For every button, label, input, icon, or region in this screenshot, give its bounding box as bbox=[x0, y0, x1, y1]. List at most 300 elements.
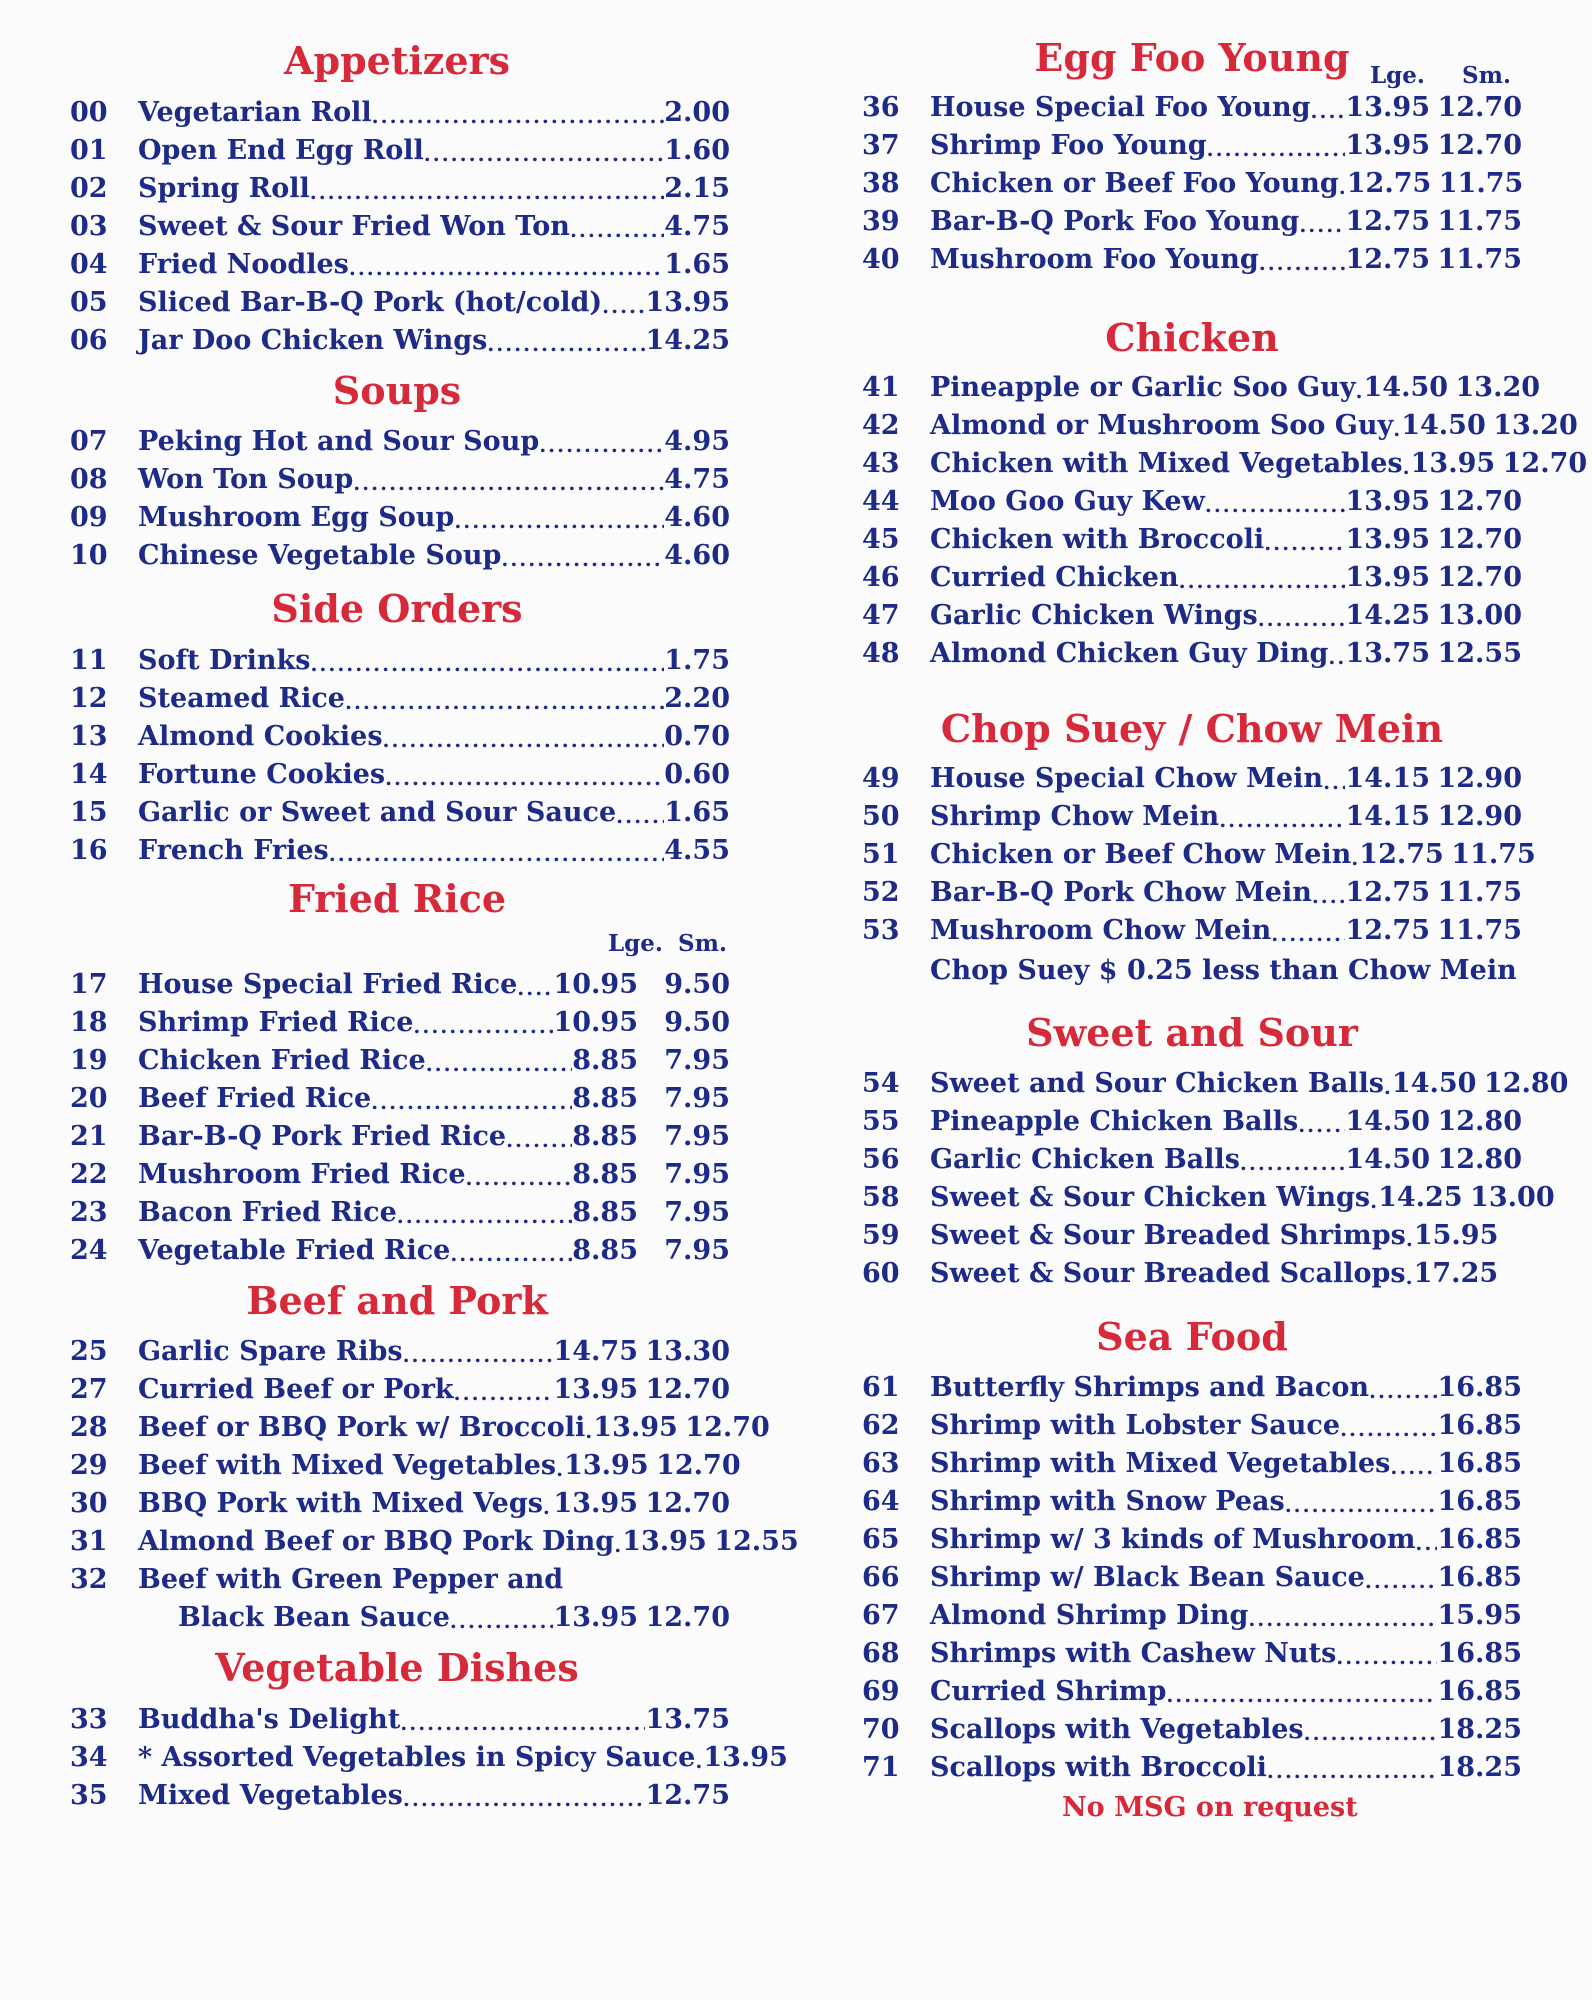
item-name: Sweet & Sour Breaded Shrimps bbox=[930, 1220, 1406, 1251]
item-number: 18 bbox=[70, 1007, 108, 1038]
item-name: Butterfly Shrimps and Bacon bbox=[930, 1372, 1369, 1403]
menu-item bbox=[862, 1370, 1522, 1406]
menu-item bbox=[70, 833, 730, 869]
item-name: Almond Cookies bbox=[138, 721, 383, 752]
menu-item bbox=[70, 1043, 730, 1079]
item-number: 50 bbox=[862, 801, 900, 832]
item-name: Almond Beef or BBQ Pork Ding bbox=[138, 1526, 615, 1557]
menu-item bbox=[70, 1081, 730, 1117]
item-name: Almond Chicken Guy Ding bbox=[930, 638, 1329, 669]
price-large: 13.95 bbox=[1345, 562, 1430, 593]
dot-leader bbox=[506, 1125, 572, 1155]
item-name: Bar-B-Q Pork Chow Mein bbox=[930, 877, 1312, 908]
price-large: 4.75 bbox=[664, 211, 730, 242]
menu-item bbox=[70, 1410, 770, 1446]
menu-item bbox=[70, 719, 730, 755]
price-large: 13.95 bbox=[645, 287, 730, 318]
item-number: 19 bbox=[70, 1045, 108, 1076]
item-number: 30 bbox=[70, 1488, 108, 1519]
dot-leader bbox=[1393, 414, 1401, 444]
item-number: 70 bbox=[862, 1714, 900, 1745]
price-small: 13.30 bbox=[645, 1336, 730, 1367]
item-number: 69 bbox=[862, 1676, 900, 1707]
item-name: Mushroom Foo Young bbox=[930, 244, 1259, 275]
item-name: Chinese Vegetable Soup bbox=[138, 540, 502, 571]
price-small: 12.70 bbox=[1437, 524, 1522, 555]
item-name: Steamed Rice bbox=[138, 683, 345, 714]
dot-leader bbox=[450, 1239, 572, 1269]
item-name: Soft Drinks bbox=[138, 645, 311, 676]
item-number: 46 bbox=[862, 562, 900, 593]
menu-item bbox=[70, 285, 730, 321]
item-name: Fried Noodles bbox=[138, 249, 349, 280]
dot-leader bbox=[1323, 767, 1345, 797]
menu-item bbox=[862, 204, 1522, 240]
price-small: 12.70 bbox=[645, 1602, 730, 1633]
price-small: 12.90 bbox=[1437, 801, 1522, 832]
menu-item bbox=[862, 1636, 1522, 1672]
price-large: 10.95 bbox=[553, 1007, 638, 1038]
price-large: 8.85 bbox=[572, 1045, 638, 1076]
item-number: 12 bbox=[70, 683, 108, 714]
price-large: 14.50 bbox=[1391, 1068, 1477, 1099]
menu-item bbox=[862, 242, 1522, 278]
item-number: 39 bbox=[862, 206, 900, 237]
menu-item bbox=[862, 1446, 1522, 1482]
dot-leader bbox=[1267, 1756, 1438, 1786]
price-large: 8.85 bbox=[572, 1121, 638, 1152]
dot-leader bbox=[1179, 566, 1346, 596]
dot-leader bbox=[570, 215, 664, 245]
item-number: 16 bbox=[70, 835, 108, 866]
item-name: Fortune Cookies bbox=[138, 759, 386, 790]
item-number: 08 bbox=[70, 464, 108, 495]
price-large: 12.75 bbox=[1359, 839, 1444, 870]
price-small: 7.95 bbox=[664, 1121, 730, 1152]
item-name: Shrimps with Cashew Nuts bbox=[930, 1638, 1337, 1669]
menu-item bbox=[70, 1195, 730, 1231]
menu-item bbox=[862, 1180, 1555, 1216]
item-number: 07 bbox=[70, 426, 108, 457]
price-small: 12.70 bbox=[685, 1412, 770, 1443]
item-name: Shrimp with Mixed Vegetables bbox=[930, 1448, 1391, 1479]
dot-leader bbox=[1356, 376, 1364, 406]
price-large: 8.85 bbox=[572, 1083, 638, 1114]
item-number: 60 bbox=[862, 1258, 900, 1289]
price-large: 13.95 bbox=[1345, 524, 1430, 555]
dot-leader bbox=[1369, 1376, 1437, 1406]
price-large: 12.75 bbox=[1346, 168, 1432, 199]
dot-leader bbox=[426, 1049, 573, 1079]
section-title-soups: Soups bbox=[332, 368, 462, 413]
price-large: 2.00 bbox=[664, 97, 730, 128]
chop-suey-note: Chop Suey $ 0.25 less than Chow Mein bbox=[930, 955, 1517, 986]
dot-leader bbox=[1339, 172, 1347, 202]
item-number: 56 bbox=[862, 1144, 900, 1175]
price-small: 12.70 bbox=[645, 1374, 730, 1405]
price-large: 2.15 bbox=[664, 173, 730, 204]
size-header-small: Sm. bbox=[1462, 62, 1511, 89]
menu-item bbox=[70, 757, 730, 793]
price-large: 8.85 bbox=[572, 1197, 638, 1228]
price-large: 4.75 bbox=[664, 464, 730, 495]
price-large: 1.65 bbox=[664, 797, 730, 828]
price-small: 11.75 bbox=[1437, 244, 1522, 275]
item-number: 35 bbox=[70, 1780, 108, 1811]
menu-item bbox=[70, 95, 730, 131]
menu-item bbox=[862, 1256, 1522, 1292]
item-name: French Fries bbox=[138, 835, 329, 866]
item-name: Beef with Mixed Vegetables bbox=[138, 1450, 557, 1481]
dot-leader bbox=[1415, 1528, 1437, 1558]
dot-leader bbox=[466, 1163, 573, 1193]
price-large: 8.85 bbox=[572, 1159, 638, 1190]
item-number: 55 bbox=[862, 1106, 900, 1137]
dot-leader bbox=[1264, 528, 1345, 558]
dot-leader bbox=[1166, 1680, 1437, 1710]
item-name: Garlic or Sweet and Sour Sauce bbox=[138, 797, 617, 828]
item-name: Shrimp with Lobster Sauce bbox=[930, 1410, 1341, 1441]
dot-leader bbox=[1304, 1718, 1438, 1748]
price-large: 13.95 bbox=[1345, 486, 1430, 517]
dot-leader bbox=[329, 839, 664, 869]
menu-item bbox=[70, 323, 730, 359]
price-large: 12.75 bbox=[1345, 244, 1430, 275]
section-title-appetizers: Appetizers bbox=[284, 38, 510, 83]
price-small: 11.75 bbox=[1437, 206, 1522, 237]
item-name: Mixed Vegetables bbox=[138, 1780, 403, 1811]
item-number: 23 bbox=[70, 1197, 108, 1228]
dot-leader bbox=[1365, 1566, 1438, 1596]
dot-leader bbox=[400, 1708, 645, 1738]
dot-leader bbox=[616, 801, 664, 831]
menu-item bbox=[862, 636, 1522, 672]
menu-item bbox=[70, 1448, 741, 1484]
price-large: 18.25 bbox=[1437, 1714, 1522, 1745]
item-name: Garlic Chicken Wings bbox=[930, 600, 1258, 631]
menu-item bbox=[862, 166, 1522, 202]
dot-leader bbox=[585, 1416, 593, 1446]
menu-item bbox=[70, 1600, 730, 1636]
menu-item bbox=[70, 795, 730, 831]
price-small: 12.55 bbox=[1437, 638, 1522, 669]
dot-leader bbox=[1299, 210, 1345, 240]
dot-leader bbox=[403, 1784, 646, 1814]
item-name: House Special Foo Young bbox=[930, 92, 1311, 123]
item-number: 49 bbox=[862, 763, 900, 794]
price-large: 13.75 bbox=[645, 1704, 730, 1735]
item-number: 37 bbox=[862, 130, 900, 161]
price-small: 7.95 bbox=[664, 1159, 730, 1190]
item-number: 21 bbox=[70, 1121, 108, 1152]
item-name: Bacon Fried Rice bbox=[138, 1197, 397, 1228]
menu-item bbox=[70, 1524, 799, 1560]
item-number: 41 bbox=[862, 372, 900, 403]
price-large: 0.70 bbox=[664, 721, 730, 752]
menu-item bbox=[862, 1484, 1522, 1520]
menu-item bbox=[70, 171, 730, 207]
dot-leader bbox=[1328, 642, 1345, 672]
price-small: 12.70 bbox=[1437, 562, 1522, 593]
menu-item bbox=[70, 1372, 730, 1408]
menu-item bbox=[862, 1598, 1522, 1634]
item-number: 25 bbox=[70, 1336, 108, 1367]
item-name: Chicken with Broccoli bbox=[930, 524, 1265, 555]
dot-leader bbox=[1207, 134, 1346, 164]
price-large: 12.75 bbox=[1345, 206, 1430, 237]
menu-item bbox=[70, 247, 730, 283]
item-number: 68 bbox=[862, 1638, 900, 1669]
price-large: 12.75 bbox=[645, 1780, 730, 1811]
item-name: House Special Chow Mein bbox=[930, 763, 1324, 794]
price-large: 2.20 bbox=[664, 683, 730, 714]
item-number: 51 bbox=[862, 839, 900, 870]
menu-item bbox=[862, 408, 1578, 444]
price-small: 7.95 bbox=[664, 1235, 730, 1266]
dot-leader bbox=[1384, 1072, 1392, 1102]
item-name: * Assorted Vegetables in Spicy Sauce bbox=[138, 1742, 696, 1773]
menu-item bbox=[70, 1005, 730, 1041]
item-name: Almond or Mushroom Soo Guy bbox=[930, 410, 1394, 441]
item-name: Sweet & Sour Chicken Wings bbox=[930, 1182, 1371, 1213]
item-number: 00 bbox=[70, 97, 108, 128]
section-title-side-orders: Side Orders bbox=[271, 586, 523, 631]
menu-item bbox=[862, 90, 1522, 126]
item-name: House Special Fried Rice bbox=[138, 969, 518, 1000]
item-number: 27 bbox=[70, 1374, 108, 1405]
menu-item bbox=[70, 500, 730, 536]
price-large: 17.25 bbox=[1413, 1258, 1499, 1289]
item-name: Garlic Spare Ribs bbox=[138, 1336, 403, 1367]
size-header-small: Sm. bbox=[678, 930, 727, 957]
dot-leader bbox=[1370, 1186, 1378, 1216]
menu-item bbox=[70, 681, 730, 717]
dot-leader bbox=[454, 1378, 554, 1408]
price-large: 14.50 bbox=[1345, 1106, 1430, 1137]
price-small: 9.50 bbox=[664, 969, 730, 1000]
menu-item bbox=[862, 837, 1536, 873]
item-number: 34 bbox=[70, 1742, 108, 1773]
item-name: Beef with Green Pepper and bbox=[138, 1564, 564, 1595]
section-title-fried-rice: Fried Rice bbox=[287, 876, 507, 921]
menu-item bbox=[862, 370, 1541, 406]
item-name: BBQ Pork with Mixed Vegs bbox=[138, 1488, 543, 1519]
price-small: 12.70 bbox=[656, 1450, 741, 1481]
dot-leader bbox=[1285, 1490, 1438, 1520]
item-number: 48 bbox=[862, 638, 900, 669]
item-name: Shrimp with Snow Peas bbox=[930, 1486, 1285, 1517]
item-number: 63 bbox=[862, 1448, 900, 1479]
price-small: 12.80 bbox=[1483, 1068, 1569, 1099]
section-title-beef-and-pork: Beef and Pork bbox=[246, 1278, 548, 1323]
dot-leader bbox=[1406, 1262, 1414, 1292]
price-large: 4.95 bbox=[664, 426, 730, 457]
price-large: 13.95 bbox=[1345, 92, 1430, 123]
price-large: 4.60 bbox=[664, 540, 730, 571]
price-large: 14.75 bbox=[553, 1336, 638, 1367]
dot-leader bbox=[1390, 1452, 1437, 1482]
dot-leader bbox=[1271, 919, 1345, 949]
dot-leader bbox=[403, 1340, 554, 1370]
price-large: 13.95 bbox=[564, 1450, 649, 1481]
dot-leader bbox=[1219, 805, 1345, 835]
dot-leader bbox=[310, 177, 665, 207]
item-name: Vegetarian Roll bbox=[138, 97, 372, 128]
price-large: 13.95 bbox=[553, 1488, 638, 1519]
size-header-large: Lge. bbox=[1370, 62, 1425, 89]
menu-item bbox=[70, 1486, 730, 1522]
item-name: Buddha's Delight bbox=[138, 1704, 401, 1735]
price-large: 13.95 bbox=[553, 1374, 638, 1405]
price-small: 11.75 bbox=[1437, 915, 1522, 946]
item-name: Sweet and Sour Chicken Balls bbox=[930, 1068, 1384, 1099]
price-large: 12.75 bbox=[1345, 915, 1430, 946]
dot-leader bbox=[539, 430, 664, 460]
menu-item bbox=[862, 1218, 1522, 1254]
item-number: 22 bbox=[70, 1159, 108, 1190]
section-title-chicken: Chicken bbox=[1105, 315, 1279, 360]
item-number: 44 bbox=[862, 486, 900, 517]
price-large: 15.95 bbox=[1437, 1600, 1522, 1631]
dot-leader bbox=[349, 253, 664, 283]
menu-item bbox=[70, 538, 730, 574]
item-number: 43 bbox=[862, 448, 900, 479]
price-large: 16.85 bbox=[1437, 1448, 1522, 1479]
item-name: Garlic Chicken Balls bbox=[930, 1144, 1240, 1175]
price-small: 12.80 bbox=[1437, 1144, 1522, 1175]
dot-leader bbox=[413, 1011, 553, 1041]
item-number: 40 bbox=[862, 244, 900, 275]
item-number: 66 bbox=[862, 1562, 900, 1593]
price-small: 11.75 bbox=[1438, 168, 1524, 199]
item-number: 47 bbox=[862, 600, 900, 631]
menu-item bbox=[70, 643, 730, 679]
item-number: 14 bbox=[70, 759, 108, 790]
item-number: 65 bbox=[862, 1524, 900, 1555]
price-small: 12.90 bbox=[1437, 763, 1522, 794]
dot-leader bbox=[371, 1087, 572, 1117]
price-small: 13.20 bbox=[1455, 372, 1541, 403]
dot-leader bbox=[397, 1201, 572, 1231]
price-large: 16.85 bbox=[1437, 1638, 1522, 1669]
section-title-vegetable-dishes: Vegetable Dishes bbox=[215, 1645, 579, 1690]
item-name: Peking Hot and Sour Soup bbox=[138, 426, 540, 457]
menu-item bbox=[862, 128, 1522, 164]
item-number: 52 bbox=[862, 877, 900, 908]
price-large: 18.25 bbox=[1437, 1752, 1522, 1783]
item-name: Sweet & Sour Fried Won Ton bbox=[138, 211, 570, 242]
menu-item bbox=[70, 1119, 730, 1155]
dot-leader bbox=[372, 101, 665, 131]
price-large: 1.75 bbox=[664, 645, 730, 676]
menu-item bbox=[862, 1560, 1522, 1596]
price-small: 13.00 bbox=[1437, 600, 1522, 631]
menu-item bbox=[70, 967, 730, 1003]
price-large: 13.95 bbox=[703, 1742, 788, 1773]
price-large: 14.15 bbox=[1345, 763, 1430, 794]
price-large: 15.95 bbox=[1413, 1220, 1499, 1251]
item-name: Shrimp Fried Rice bbox=[138, 1007, 414, 1038]
menu-item bbox=[862, 1066, 1569, 1102]
menu-item bbox=[70, 1157, 730, 1193]
item-number: 11 bbox=[70, 645, 108, 676]
menu-item bbox=[70, 133, 730, 169]
dot-leader bbox=[454, 506, 664, 536]
price-large: 12.75 bbox=[1345, 877, 1430, 908]
dot-leader bbox=[543, 1492, 554, 1522]
price-large: 16.85 bbox=[1437, 1562, 1522, 1593]
item-name: Scallops with Vegetables bbox=[930, 1714, 1304, 1745]
item-name: Pineapple or Garlic Soo Guy bbox=[930, 372, 1356, 403]
menu-item bbox=[862, 1142, 1522, 1178]
item-number: 67 bbox=[862, 1600, 900, 1631]
item-name: Bar-B-Q Pork Fried Rice bbox=[138, 1121, 507, 1152]
dot-leader bbox=[517, 973, 553, 1003]
dot-leader bbox=[385, 763, 664, 793]
dot-leader bbox=[556, 1454, 564, 1484]
item-name: Mushroom Fried Rice bbox=[138, 1159, 466, 1190]
item-number: 53 bbox=[862, 915, 900, 946]
dot-leader bbox=[345, 687, 664, 717]
item-number: 24 bbox=[70, 1235, 108, 1266]
price-large: 4.60 bbox=[664, 502, 730, 533]
price-large: 4.55 bbox=[664, 835, 730, 866]
menu-item bbox=[70, 1562, 730, 1598]
section-title-sweet-and-sour: Sweet and Sour bbox=[1026, 1010, 1358, 1055]
price-large: 1.65 bbox=[664, 249, 730, 280]
price-large: 14.50 bbox=[1401, 410, 1486, 441]
dot-leader bbox=[1403, 452, 1411, 482]
price-large: 0.60 bbox=[664, 759, 730, 790]
item-name: Shrimp Foo Young bbox=[930, 130, 1207, 161]
item-number: 31 bbox=[70, 1526, 108, 1557]
menu-item bbox=[862, 560, 1522, 596]
price-large: 13.95 bbox=[622, 1526, 707, 1557]
price-large: 14.15 bbox=[1345, 801, 1430, 832]
dot-leader bbox=[695, 1746, 703, 1776]
item-number: 36 bbox=[862, 92, 900, 123]
item-name: Sweet & Sour Breaded Scallops bbox=[930, 1258, 1406, 1289]
item-number: 38 bbox=[862, 168, 900, 199]
item-name: Chicken or Beef Foo Young bbox=[930, 168, 1339, 199]
menu-item bbox=[70, 462, 730, 498]
item-name: Jar Doo Chicken Wings bbox=[138, 325, 488, 356]
item-name: Bar-B-Q Pork Foo Young bbox=[930, 206, 1300, 237]
item-name: Mushroom Chow Mein bbox=[930, 915, 1272, 946]
item-name: Shrimp Chow Mein bbox=[930, 801, 1220, 832]
price-large: 16.85 bbox=[1437, 1410, 1522, 1441]
price-small: 12.70 bbox=[1437, 92, 1522, 123]
price-small: 7.95 bbox=[664, 1197, 730, 1228]
item-name: Curried Shrimp bbox=[930, 1676, 1167, 1707]
dot-leader bbox=[1248, 1604, 1437, 1634]
menu-item bbox=[862, 1104, 1522, 1140]
item-number: 42 bbox=[862, 410, 900, 441]
item-name: Sliced Bar-B-Q Pork (hot/cold) bbox=[138, 287, 603, 318]
item-name: Shrimp w/ 3 kinds of Mushroom bbox=[930, 1524, 1416, 1555]
item-name: Chicken with Mixed Vegetables bbox=[930, 448, 1403, 479]
item-number: 29 bbox=[70, 1450, 108, 1481]
item-number: 61 bbox=[862, 1372, 900, 1403]
dot-leader bbox=[424, 139, 664, 169]
item-number: 33 bbox=[70, 1704, 108, 1735]
item-number: 03 bbox=[70, 211, 108, 242]
item-number: 09 bbox=[70, 502, 108, 533]
item-name: Curried Chicken bbox=[930, 562, 1179, 593]
item-name: Black Bean Sauce bbox=[178, 1602, 450, 1633]
price-large: 14.25 bbox=[1378, 1182, 1463, 1213]
menu-item bbox=[862, 1750, 1522, 1786]
